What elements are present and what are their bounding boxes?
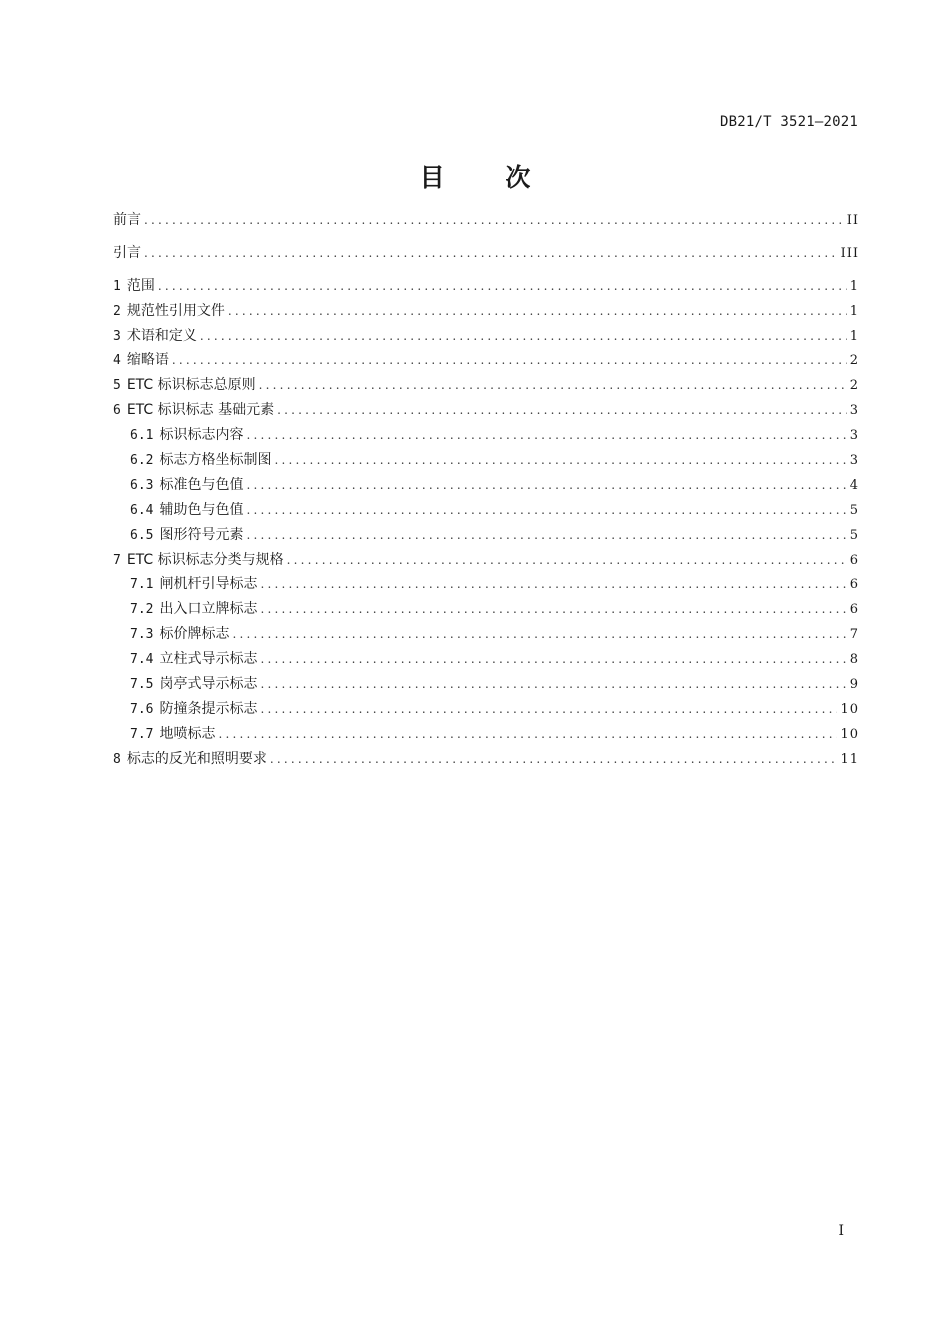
dot-leader bbox=[228, 299, 847, 324]
toc-entry-label: 地喷标志 bbox=[159, 725, 216, 742]
toc-entry-label: 缩略语 bbox=[126, 352, 169, 369]
toc-entry-number: 7.1 bbox=[130, 577, 154, 593]
dot-leader bbox=[259, 373, 847, 398]
toc-entry-4[interactable] bbox=[113, 348, 859, 373]
dot-leader bbox=[246, 473, 846, 498]
toc-entry-page: 6 bbox=[849, 577, 859, 593]
toc-entry-number: 6.1 bbox=[130, 428, 154, 444]
toc-entry-number: 7.3 bbox=[130, 627, 154, 643]
dot-leader bbox=[274, 448, 846, 473]
toc-entry-label: 前言 bbox=[113, 212, 141, 228]
toc-entry-page: 2 bbox=[849, 353, 859, 369]
toc-entry-introduction[interactable] bbox=[113, 241, 859, 266]
toc-entry-number: 1 bbox=[113, 278, 121, 294]
dot-leader bbox=[172, 348, 847, 373]
toc-entry-page: 11 bbox=[840, 751, 859, 767]
toc-entry-number: 7.6 bbox=[130, 701, 154, 717]
toc-entry-label: 引言 bbox=[113, 244, 141, 261]
dot-leader bbox=[260, 672, 846, 697]
toc-entry-page: 9 bbox=[849, 677, 859, 693]
dot-leader bbox=[277, 398, 847, 423]
toc-entry-label: 岗亭式导示标志 bbox=[159, 676, 258, 693]
toc-entry-number: 7.2 bbox=[130, 602, 154, 618]
toc-entry-label: ETC 标识标志总原则 bbox=[126, 377, 256, 394]
toc-entry-label: 标志的反光和照明要求 bbox=[126, 750, 267, 767]
dot-leader bbox=[260, 597, 846, 622]
toc-entry-7[interactable] bbox=[113, 548, 859, 573]
toc-entry-page: 5 bbox=[849, 527, 859, 543]
toc-entry-6-5[interactable] bbox=[113, 523, 859, 548]
toc-entry-label: 标识标志内容 bbox=[159, 427, 244, 444]
toc-entry-label: ETC 标识标志 基础元素 bbox=[126, 402, 275, 419]
toc-entry-number: 5 bbox=[113, 378, 121, 394]
toc-entry-page: 10 bbox=[840, 726, 859, 742]
toc-entry-label: 图形符号元素 bbox=[159, 526, 244, 543]
toc-entry-label: 范围 bbox=[126, 277, 155, 294]
toc-entry-label: 标价牌标志 bbox=[159, 626, 230, 643]
dot-leader bbox=[246, 523, 846, 548]
toc-entry-page: 3 bbox=[849, 453, 859, 469]
dot-leader bbox=[246, 423, 846, 448]
toc-entry-page: 3 bbox=[849, 403, 859, 419]
toc-entry-7-6[interactable] bbox=[113, 697, 859, 722]
toc-entry-page: II bbox=[846, 213, 859, 228]
toc-entry-page: 1 bbox=[849, 303, 859, 319]
toc-entry-6-1[interactable] bbox=[113, 423, 859, 448]
toc-entry-number: 7.7 bbox=[130, 726, 154, 742]
toc-entry-number: 7 bbox=[113, 552, 121, 568]
toc-entry-page: 3 bbox=[849, 428, 859, 444]
toc-entry-label: 防撞条提示标志 bbox=[159, 700, 258, 717]
dot-leader bbox=[218, 722, 837, 747]
toc-entry-page: III bbox=[840, 245, 859, 261]
toc-entry-page: 5 bbox=[849, 502, 859, 518]
toc-entry-label: ETC 标识标志分类与规格 bbox=[126, 551, 284, 568]
toc-entry-6-4[interactable] bbox=[113, 498, 859, 523]
toc-entry-number: 7.4 bbox=[130, 652, 154, 668]
toc-entry-7-4[interactable] bbox=[113, 647, 859, 672]
toc-entry-6-2[interactable] bbox=[113, 448, 859, 473]
toc-entry-foreword[interactable] bbox=[113, 208, 859, 233]
toc-entry-page: 2 bbox=[849, 378, 859, 394]
toc-entry-5[interactable] bbox=[113, 373, 859, 398]
dot-leader bbox=[260, 697, 837, 722]
dot-leader bbox=[144, 208, 844, 233]
toc-entry-7-3[interactable] bbox=[113, 622, 859, 647]
toc-entry-number: 6.3 bbox=[130, 477, 154, 493]
toc-entry-label: 出入口立牌标志 bbox=[159, 601, 258, 618]
toc-entry-6-3[interactable] bbox=[113, 473, 859, 498]
dot-leader bbox=[158, 274, 847, 299]
toc-entry-7-7[interactable] bbox=[113, 722, 859, 747]
toc-entry-6[interactable] bbox=[113, 398, 859, 423]
dot-leader bbox=[144, 241, 838, 266]
toc-entry-1[interactable] bbox=[113, 274, 859, 299]
toc-entry-3[interactable] bbox=[113, 324, 859, 349]
toc-entry-label: 闸机杆引导标志 bbox=[159, 576, 258, 593]
toc-entry-number: 4 bbox=[113, 353, 121, 369]
toc-entry-page: 6 bbox=[849, 552, 859, 568]
dot-leader bbox=[260, 647, 846, 672]
toc-entry-number: 2 bbox=[113, 303, 121, 319]
toc-entry-2[interactable] bbox=[113, 299, 859, 324]
toc-entry-8[interactable] bbox=[113, 747, 859, 772]
toc-entry-number: 6.2 bbox=[130, 453, 154, 469]
toc-entry-label: 规范性引用文件 bbox=[126, 302, 225, 319]
toc-entry-label: 立柱式导示标志 bbox=[159, 651, 258, 668]
table-of-contents bbox=[113, 208, 859, 772]
toc-entry-7-2[interactable] bbox=[113, 597, 859, 622]
dot-leader bbox=[200, 324, 847, 349]
toc-entry-page: 7 bbox=[849, 627, 859, 643]
document-code: DB21/T 3521—2021 bbox=[719, 114, 858, 130]
toc-entry-page: 1 bbox=[849, 328, 859, 344]
dot-leader bbox=[260, 572, 846, 597]
toc-entry-page: 6 bbox=[849, 602, 859, 618]
toc-entry-number: 8 bbox=[113, 751, 121, 767]
dot-leader bbox=[246, 498, 846, 523]
page-title: 目 次 bbox=[419, 163, 557, 192]
toc-entry-number: 6.5 bbox=[130, 527, 154, 543]
toc-entry-page: 10 bbox=[840, 701, 859, 717]
toc-entry-page: 4 bbox=[849, 477, 859, 493]
toc-entry-page: 1 bbox=[849, 278, 859, 294]
toc-entry-label: 辅助色与色值 bbox=[159, 501, 244, 518]
toc-entry-label: 标准色与色值 bbox=[159, 476, 244, 493]
toc-entry-label: 术语和定义 bbox=[126, 327, 197, 344]
toc-entry-7-5[interactable] bbox=[113, 672, 859, 697]
toc-entry-page: 8 bbox=[849, 652, 859, 668]
dot-leader bbox=[287, 548, 847, 573]
toc-entry-number: 3 bbox=[113, 328, 121, 344]
toc-entry-7-1[interactable] bbox=[113, 572, 859, 597]
dot-leader bbox=[270, 747, 838, 772]
dot-leader bbox=[232, 622, 846, 647]
toc-entry-number: 6 bbox=[113, 403, 121, 419]
toc-entry-label: 标志方格坐标制图 bbox=[159, 452, 272, 469]
toc-entry-number: 6.4 bbox=[130, 502, 154, 518]
page-number: I bbox=[838, 1223, 844, 1239]
toc-entry-number: 7.5 bbox=[130, 677, 154, 693]
